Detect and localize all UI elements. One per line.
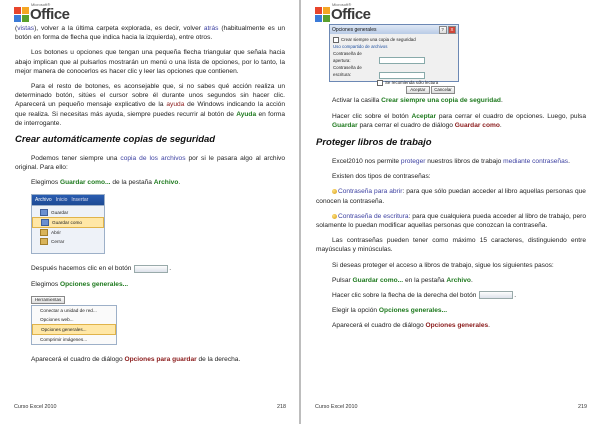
cancel-button[interactable]: Cancelar [431, 86, 455, 94]
paragraph-botones: Los botones u opciones que tengan una pequeña flecha triangular que señala hacia abajo implican que al pulsarlos mostrarán un menú o una lista de opciones, por lo tanto, la mejor manera de conocerlos es hacer clic y leer las opciones que contienen. [15, 49, 285, 75]
right-page [301, 0, 600, 424]
bullet-icon [332, 189, 337, 194]
archivo-menu-screenshot [31, 194, 105, 254]
save-as-icon [41, 219, 49, 226]
close-button[interactable]: X [448, 26, 456, 34]
step-aparecera-dialogo: Aparecerá el cuadro de diálogo Opciones generales. [332, 322, 490, 330]
sharing-group-label: Uso compartido de archivos [333, 44, 388, 49]
tab-inicio[interactable]: Inicio [55, 197, 68, 204]
step-elegir-opcion: Elegir la opción Opciones generales... [332, 307, 448, 315]
paragraph-copia: Podemos tener siempre una copia de los archivos por si le pasara algo al archivo original. Para ello: [15, 155, 286, 172]
paragraph-proteger: Excel2010 nos permite proteger nuestros libros de trabajo mediante contraseñas. [332, 158, 570, 165]
footer-course: Curso Excel 2010 [315, 404, 358, 410]
step-guardar-como: Elegimos Guardar como... de la pestaña Archivo. [31, 179, 181, 187]
office-logo-icon [315, 7, 330, 22]
page-number: 219 [578, 404, 587, 410]
menu-item-guardar-como[interactable]: Guardar como [32, 217, 104, 228]
step-pulsar-guardar: Pulsar Guardar como... en la pestaña Archivo. [332, 276, 473, 284]
open-password-field[interactable] [379, 57, 425, 64]
tab-archivo[interactable]: Archivo [35, 197, 52, 204]
step-flecha-boton: Hacer clic sobre la flecha de la derecha del botón . [332, 292, 517, 300]
readonly-checkbox-row[interactable]: Se recomienda sólo lectura [377, 79, 438, 86]
menu-item-guardar[interactable]: Guardar [32, 208, 104, 217]
office-logo-icon [14, 7, 29, 22]
menu-item-opciones-generales[interactable]: Opciones generales... [32, 324, 116, 335]
paragraph-pasos: Si deseas proteger el acceso a libros de trabajo, sigue los siguientes pasos: [332, 261, 554, 269]
tab-insertar[interactable]: Insertar [71, 197, 89, 204]
paragraph-vistas: (vistas), volver a la última carpeta explorada, es decir, volver atrás (habitualmente es un botón en forma de flecha que indica hacia la izquierda), entre otros. [15, 25, 285, 42]
save-icon [40, 209, 48, 216]
herramientas-button-inline [134, 265, 168, 273]
paragraph-ayuda: Para el resto de botones, es aconsejable que, si no sabes qué acción realiza un determinado botón, sitúes el cursor sobre él durante unos segundos sin hacer clic. Aparecerá un pequeño mensaje explicativo de la ayuda de Windows indicando la acción que realiza. Si necesitas más ayuda, siempre puedes recurrir al botón de Ayuda en forma de interrogante. [15, 83, 285, 127]
close-folder-icon [40, 238, 48, 245]
backup-checkbox-row[interactable]: Crear siempre una copia de seguridad [333, 36, 455, 43]
logo-office-text: Office [30, 6, 70, 23]
step-aceptar: Hacer clic sobre el botón Aceptar para cerrar el cuadro de opciones. Luego, pulsa Guardar para cerrar el cuadro de diálogo Guardar como. [332, 113, 586, 129]
menu-item-comprimir[interactable]: Comprimir imágenes... [40, 337, 88, 343]
step-opciones-generales: Elegimos Opciones generales... [31, 281, 129, 289]
step-herramientas: Después hacemos clic en el botón . [31, 265, 172, 273]
footer-right [315, 404, 587, 410]
help-button[interactable]: ? [439, 26, 447, 34]
dialog-title: Opciones generales [332, 26, 377, 33]
write-password-field[interactable] [379, 72, 425, 79]
folder-icon [40, 229, 48, 236]
bullet-contrasena-abrir: Contraseña para abrir: para que sólo puedan acceder al libro aquellas personas que conocen la contraseña. [316, 188, 586, 205]
menu-item-conectar[interactable]: Conectar a unidad de red... [40, 308, 97, 314]
herramientas-button-inline [479, 291, 513, 299]
section-heading-copias: Crear automáticamente copias de seguridad [15, 134, 216, 146]
readonly-checkbox[interactable] [377, 80, 383, 86]
page-number: 218 [277, 404, 286, 410]
backup-checkbox[interactable] [333, 37, 339, 43]
paragraph-tipos: Existen dos tipos de contraseñas: [332, 173, 431, 181]
opciones-generales-dialog: Opciones generales ? X Crear siempre una copia de seguridad Uso compartido de archivos Contraseña de apertura: Contraseña de escritura: Se recomienda sólo lectura Aceptar Cancelar [329, 24, 459, 82]
footer-left [14, 404, 286, 410]
footer-course: Curso Excel 2010 [14, 404, 57, 410]
office-logo [315, 3, 371, 22]
logo-office-text: Office [331, 6, 371, 23]
logo-microsoft: Microsoft® [31, 2, 51, 7]
bullet-icon [332, 214, 337, 219]
menu-item-cerrar[interactable]: Cerrar [32, 237, 104, 246]
step-activar-casilla: Activar la casilla Crear siempre una copia de seguridad. [332, 97, 503, 104]
menu-item-abrir[interactable]: Abrir [32, 228, 104, 237]
bullet-contrasena-escritura: Contraseña de escritura: para que cualquiera pueda acceder al libro de trabajo, pero solamente lo puedan modificar aquellas personas que conozcan la contraseña. [316, 212, 586, 230]
section-heading-proteger: Proteger libros de trabajo [316, 137, 432, 148]
paragraph-caracteres: Las contraseñas pueden tener como máximo 15 caracteres, distinguiendo entre mayúsculas y minúsculas. [316, 237, 586, 254]
menu-item-opciones-web[interactable]: Opciones web... [40, 317, 74, 323]
herramientas-button[interactable]: Herramientas [31, 296, 65, 304]
ok-button[interactable]: Aceptar [406, 86, 430, 94]
herramientas-menu-screenshot [31, 296, 127, 345]
office-logo [14, 3, 70, 22]
logo-microsoft: Microsoft® [332, 2, 352, 7]
step-cuadro-dialogo: Aparecerá el cuadro de diálogo Opciones para guardar de la derecha. [31, 356, 241, 364]
